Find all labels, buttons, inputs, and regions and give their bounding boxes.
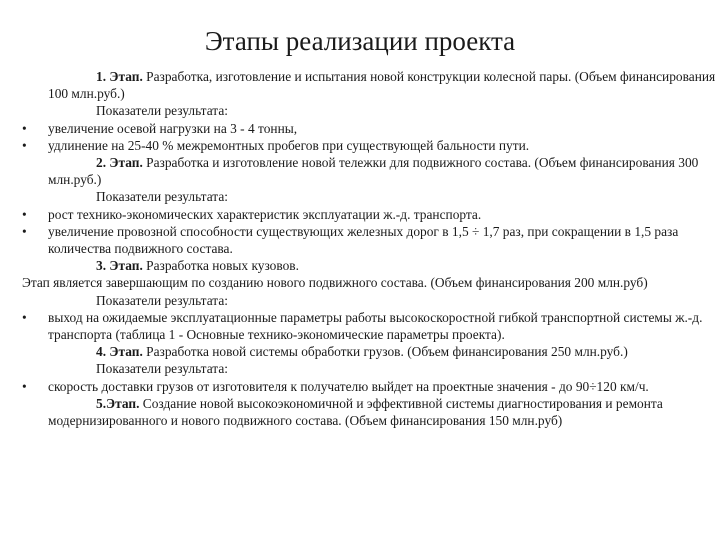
stage-3-extra-text: Этап является завершающим по созданию нового подвижного состава. (Объем финансирования 200 млн.руб) [22, 275, 648, 291]
stage-4-results-label: Показатели результата: [96, 361, 228, 377]
stage-1-heading [22, 68, 716, 102]
stage-4-number: 4. Этап. [96, 344, 143, 360]
stage-3-extra [22, 274, 716, 291]
stage-2-number: 2. Этап. [96, 155, 143, 171]
bullet-text: выход на ожидаемые эксплуатационные параметры работы высокоскоростной гибкой транспортной системы ж.-д. транспорта (таблица 1 - Основные технико-экономические параметры проекта). [48, 309, 703, 343]
stage-2-heading [22, 154, 716, 188]
bullet-text: скорость доставки грузов от изготовителя к получателю выйдет на проектные значения - до 90÷120 км/ч. [48, 378, 649, 394]
stage-2-text: Разработка и изготовление новой тележки для подвижного состава. (Объем финансирования 300 млн.руб.) [48, 155, 699, 188]
stage-2-bullet-1 [22, 206, 716, 223]
stage-1-text: Разработка, изготовление и испытания новой конструкции колесной пары. (Объем финансирования 100 млн.руб.) [48, 69, 716, 102]
stage-1-bullet-1 [22, 120, 716, 137]
bullet-icon: • [22, 223, 27, 239]
page-title: Этапы реализации проекта [204, 26, 516, 56]
stage-5-heading [22, 395, 716, 429]
stage-2-bullet-2 [22, 223, 716, 257]
stage-4-bullet-1 [22, 378, 716, 395]
stage-1-results-label: Показатели результата: [96, 103, 228, 119]
stage-1-bullet-2 [22, 137, 716, 154]
bullet-text: увеличение осевой нагрузки на 3 - 4 тонны, [48, 120, 298, 136]
stage-3-heading [22, 257, 716, 274]
stage-4-heading [22, 343, 716, 360]
stage-3-number: 3. Этап. [96, 258, 143, 274]
stages-content [22, 68, 716, 429]
stage-3-text: Разработка новых кузовов. [142, 258, 299, 274]
bullet-icon: • [22, 378, 27, 394]
bullet-text: удлинение на 25-40 % межремонтных пробегов при существующей бальности пути. [48, 137, 530, 153]
bullet-icon: • [22, 309, 27, 325]
bullet-text: рост технико-экономических характеристик эксплуатации ж.-д. транспорта. [48, 206, 482, 222]
stage-5-text: Создание новой высокоэкономичной и эффективной системы диагностирования и ремонта модернизированного и нового подвижного состава. (Объем финансирования 150 млн.руб) [48, 395, 663, 429]
bullet-text: увеличение провозной способности существующих железных дорог в 1,5 ÷ 1,7 раз, при сокращении в 1,5 раза количества подвижного состава. [48, 223, 679, 257]
bullet-icon: • [22, 137, 27, 153]
stage-3-results-label: Показатели результата: [96, 292, 228, 308]
bullet-icon: • [22, 120, 27, 136]
stage-1-number: 1. Этап. [96, 69, 143, 84]
bullet-icon: • [22, 206, 27, 222]
stage-3-bullet-1 [22, 309, 716, 343]
stage-4-text: Разработка новой системы обработки грузов. (Объем финансирования 250 млн.руб.) [142, 344, 628, 360]
stage-5-number: 5.Этап. [96, 395, 140, 411]
stage-2-results-label: Показатели результата: [96, 189, 228, 205]
